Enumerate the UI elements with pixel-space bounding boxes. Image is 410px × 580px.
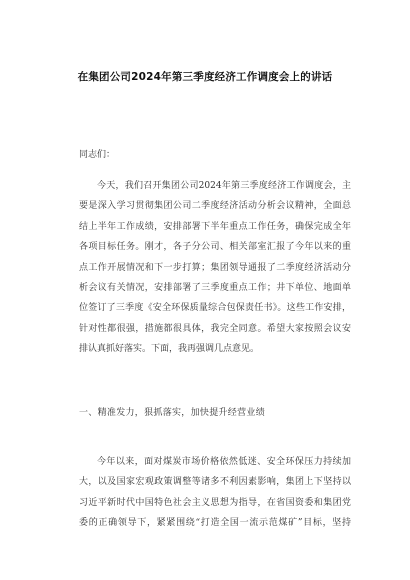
paragraph-1 (79, 176, 351, 360)
paragraph-2 (79, 452, 351, 534)
paragraph-line: 结上半年工作成绩，安排部署下半年重点工作任务，确保完成全年 (79, 221, 351, 232)
paragraph-line: 点工作开展情况和下一步打算；集团领导通报了二季度经济活动分 (79, 262, 351, 273)
paragraph-line: 大，以及国家宏观政策调整等诸多不利因素影响，集团上下坚持以 (79, 477, 351, 488)
section-heading: 一、精准发力，狠抓落实，加快提升经营业绩 (79, 408, 266, 418)
paragraph-line: 位签订了三季度《安全环保质量综合包保责任书》。这些工作安排， (79, 303, 351, 314)
paragraph-line: 委的正确领导下，紧紧围绕“打造全国一流示范煤矿”目标，坚持 (79, 518, 351, 529)
paragraph-line: 针对性都很强，措施都很具体，我完全同意。希望大家按照会议安 (79, 323, 351, 334)
paragraph-line: 今年以来，面对煤炭市场价格依然低迷、安全环保压力持续加 (97, 457, 351, 467)
salutation: 同志们： (79, 150, 116, 160)
paragraph-line: 要是深入学习贯彻集团公司二季度经济活动分析会议精神，全面总 (79, 201, 351, 212)
paragraph-line: 今天，我们召开集团公司2024年第三季度经济工作调度会，主 (97, 181, 351, 191)
paragraph-line: 各项目标任务。刚才，各子分公司、相关部室汇报了今年以来的重 (79, 242, 351, 253)
paragraph-line: 习近平新时代中国特色社会主义思想为指导，在省国资委和集团党 (79, 497, 351, 508)
paragraph-line: 析会议有关情况，安排部署了三季度重点工作；井下单位、地面单 (79, 283, 351, 294)
document-title: 在集团公司2024年第三季度经济工作调度会上的讲话 (77, 71, 333, 83)
paragraph-line: 排认真抓好落实。下面，我再强调几点意见。 (79, 344, 260, 355)
